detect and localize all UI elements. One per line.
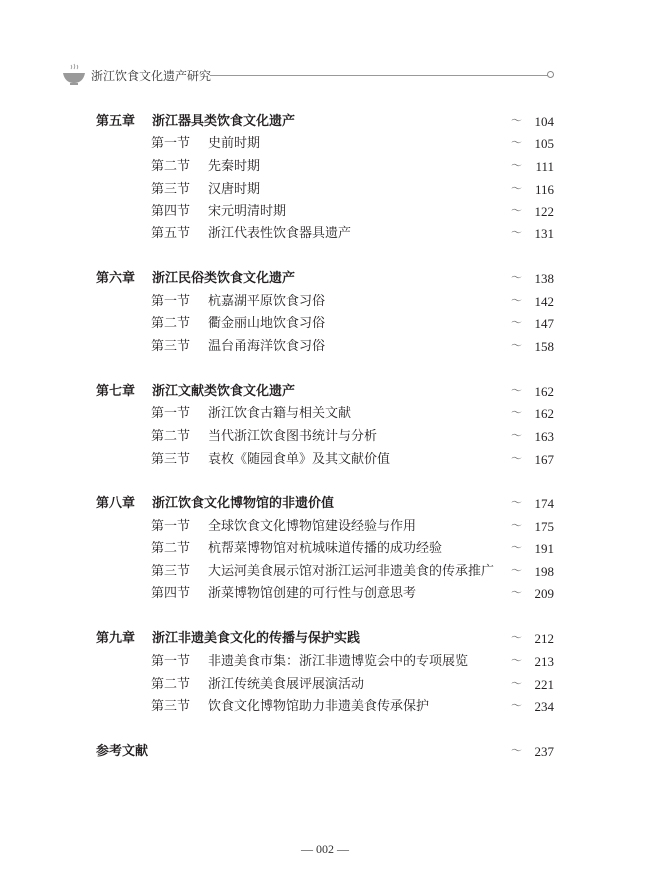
page-reference: 198 xyxy=(534,564,554,579)
chapter-title: 浙江非遗美食文化的传播与保护实践 xyxy=(152,631,361,646)
section-title: 全球饮食文化博物馆建设经验与作用 xyxy=(208,519,417,534)
page-reference: 147 xyxy=(534,316,554,331)
toc-references-row[interactable] xyxy=(96,742,554,762)
leader-tilde: ～ xyxy=(511,564,522,577)
leader-tilde: ～ xyxy=(511,339,522,352)
page-reference: 122 xyxy=(534,204,554,219)
section-number: 第一节 xyxy=(151,406,191,421)
section-number: 第四节 xyxy=(151,586,191,601)
section-number: 第三节 xyxy=(151,564,191,579)
section-number: 第三节 xyxy=(151,339,191,354)
page-reference: 104 xyxy=(534,114,554,129)
page-reference: 163 xyxy=(534,429,554,444)
chapter-number: 第五章 xyxy=(96,114,136,129)
leader-tilde: ～ xyxy=(511,114,522,127)
leader-tilde: ～ xyxy=(511,182,522,195)
toc-section-row[interactable] xyxy=(96,517,554,537)
chapter-title: 浙江器具类饮食文化遗产 xyxy=(152,114,296,129)
section-number: 第二节 xyxy=(151,159,191,174)
section-title: 衢金丽山地饮食习俗 xyxy=(208,316,326,331)
section-title: 大运河美食展示馆对浙江运河非遗美食的传承推广 xyxy=(208,564,495,579)
section-title: 浙江代表性饮食器具遗产 xyxy=(208,226,352,241)
section-title: 袁枚《随园食单》及其文献价值 xyxy=(208,452,391,467)
toc-section-row[interactable] xyxy=(96,450,554,470)
page-reference: 213 xyxy=(534,654,554,669)
toc-section-row[interactable] xyxy=(96,562,554,582)
section-title: 浙菜博物馆创建的可行性与创意思考 xyxy=(208,586,417,601)
page-number: — 002 — xyxy=(301,842,349,856)
toc-chapter-row[interactable] xyxy=(96,269,554,289)
toc-section-row[interactable] xyxy=(96,584,554,604)
page-reference: 105 xyxy=(534,136,554,151)
leader-tilde: ～ xyxy=(511,586,522,599)
section-title: 浙江饮食古籍与相关文献 xyxy=(208,406,352,421)
section-title: 饮食文化博物馆助力非遗美食传承保护 xyxy=(208,699,430,714)
section-number: 第二节 xyxy=(151,316,191,331)
chapter-title: 浙江文献类饮食文化遗产 xyxy=(152,384,296,399)
section-number: 第三节 xyxy=(151,452,191,467)
page-reference: 191 xyxy=(534,541,554,556)
leader-tilde: ～ xyxy=(511,519,522,532)
references-label: 参考文献 xyxy=(96,744,149,759)
leader-tilde: ～ xyxy=(511,541,522,554)
leader-tilde: ～ xyxy=(511,631,522,644)
toc-section-row[interactable] xyxy=(96,697,554,717)
toc-section-row[interactable] xyxy=(96,675,554,695)
leader-tilde: ～ xyxy=(511,159,522,172)
page-reference: 138 xyxy=(534,271,554,286)
section-number: 第二节 xyxy=(151,677,191,692)
chapter-number: 第八章 xyxy=(96,496,136,511)
toc-section-row[interactable] xyxy=(96,180,554,200)
section-title: 当代浙江饮食图书统计与分析 xyxy=(208,429,378,444)
section-title: 非遗美食市集：浙江非遗博览会中的专项展览 xyxy=(208,654,469,669)
toc-section-row[interactable] xyxy=(96,292,554,312)
toc-section-row[interactable] xyxy=(96,337,554,357)
chapter-title: 浙江民俗类饮食文化遗产 xyxy=(152,271,296,286)
toc-chapter-row[interactable] xyxy=(96,382,554,402)
leader-tilde: ～ xyxy=(511,136,522,149)
toc-section-row[interactable] xyxy=(96,427,554,447)
section-title: 杭帮菜博物馆对杭城味道传播的成功经验 xyxy=(208,541,443,556)
page-reference: 111 xyxy=(535,159,554,174)
toc-section-row[interactable] xyxy=(96,404,554,424)
page-reference: 234 xyxy=(534,699,554,714)
page-reference: 158 xyxy=(534,339,554,354)
section-number: 第三节 xyxy=(151,182,191,197)
section-number: 第五节 xyxy=(151,226,191,241)
section-number: 第一节 xyxy=(151,654,191,669)
page-reference: 212 xyxy=(534,631,554,646)
section-title: 宋元明清时期 xyxy=(208,204,287,219)
leader-tilde: ～ xyxy=(511,294,522,307)
page-reference: 116 xyxy=(534,182,554,197)
page-reference: 167 xyxy=(534,452,554,467)
leader-tilde: ～ xyxy=(511,384,522,397)
page-reference: 142 xyxy=(534,294,554,309)
section-number: 第四节 xyxy=(151,204,191,219)
toc-section-row[interactable] xyxy=(96,157,554,177)
leader-tilde: ～ xyxy=(511,429,522,442)
chapter-number: 第七章 xyxy=(96,384,136,399)
leader-tilde: ～ xyxy=(511,699,522,712)
section-number: 第一节 xyxy=(151,136,191,151)
leader-tilde: ～ xyxy=(511,744,522,757)
leader-tilde: ～ xyxy=(511,271,522,284)
page-reference: 175 xyxy=(534,519,554,534)
toc-chapter-row[interactable] xyxy=(96,629,554,649)
section-number: 第一节 xyxy=(151,294,191,309)
toc-section-row[interactable] xyxy=(96,202,554,222)
leader-tilde: ～ xyxy=(511,316,522,329)
toc-section-row[interactable] xyxy=(96,314,554,334)
page-reference: 162 xyxy=(534,384,554,399)
toc-section-row[interactable] xyxy=(96,652,554,672)
section-number: 第二节 xyxy=(151,541,191,556)
page-reference: 209 xyxy=(534,586,554,601)
section-number: 第三节 xyxy=(151,699,191,714)
toc-chapter-row[interactable] xyxy=(96,112,554,132)
section-title: 史前时期 xyxy=(208,136,261,151)
section-number: 第二节 xyxy=(151,429,191,444)
page-reference: 162 xyxy=(534,406,554,421)
toc-section-row[interactable] xyxy=(96,134,554,154)
section-number: 第一节 xyxy=(151,519,191,534)
page-reference: 131 xyxy=(534,226,554,241)
leader-tilde: ～ xyxy=(511,452,522,465)
leader-tilde: ～ xyxy=(511,496,522,509)
page-reference: 221 xyxy=(534,677,554,692)
section-title: 温台甬海洋饮食习俗 xyxy=(208,339,326,354)
chapter-number: 第九章 xyxy=(96,631,136,646)
leader-tilde: ～ xyxy=(511,226,522,239)
section-title: 汉唐时期 xyxy=(208,182,261,197)
chapter-title: 浙江饮食文化博物馆的非遗价值 xyxy=(152,496,335,511)
page-reference: 237 xyxy=(534,744,554,759)
section-title: 先秦时期 xyxy=(208,159,261,174)
toc-section-row[interactable] xyxy=(96,224,554,244)
page-reference: 174 xyxy=(534,496,554,511)
section-title: 杭嘉湖平原饮食习俗 xyxy=(208,294,326,309)
toc-chapter-row[interactable] xyxy=(96,494,554,514)
leader-tilde: ～ xyxy=(511,406,522,419)
toc-section-row[interactable] xyxy=(96,539,554,559)
leader-tilde: ～ xyxy=(511,654,522,667)
leader-tilde: ～ xyxy=(511,677,522,690)
leader-tilde: ～ xyxy=(511,204,522,217)
section-title: 浙江传统美食展评展演活动 xyxy=(208,677,365,692)
chapter-number: 第六章 xyxy=(96,271,136,286)
header-title: 浙江饮食文化遗产研究 xyxy=(91,69,212,83)
